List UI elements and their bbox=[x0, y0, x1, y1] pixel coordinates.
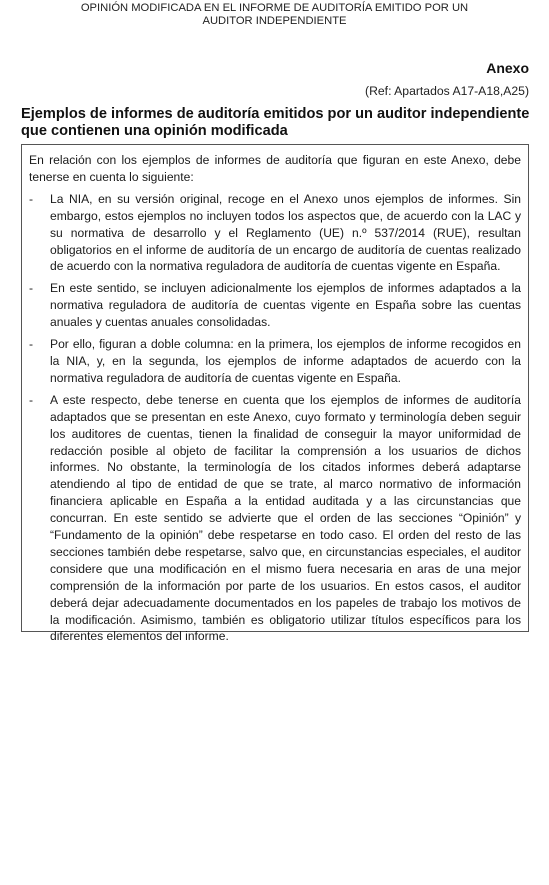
note-bullet: - bbox=[29, 191, 34, 206]
note-text: Por ello, figuran a doble columna: en la primera, los ejemplos de informe recogidos en la NIA, y, en la segunda, los ejemplos de informe adaptados de acuerdo con la normativa reguladora de auditoría de cuentas vigente en España. bbox=[50, 337, 521, 385]
note-bullet: - bbox=[29, 281, 34, 296]
note-text: En este sentido, se incluyen adicionalmente los ejemplos de informes adaptados a la normativa reguladora de auditoría de cuentas vigente en España sobre las cuentas anuales y cuentas anuales consolidadas. bbox=[50, 281, 521, 330]
note-text: A este respecto, debe tenerse en cuenta que los ejemplos de informes de auditoría adaptados que se presentan en este Anexo, cuyo formato y terminología deben seguir los auditores de cuentas, tienen la finalidad de conseguir la mayor uniformidad de redacción posible al objeto de facilitar la comprensión a los usuarios de dichos informes. No obstante, la terminología de los citados informes deberá adaptarse atendiendo al tipo de entidad de que se trate, al marco normativo de información financiera aplicable en España a la entidad auditada y a las circunstancias que concurran. En este sentido se advierte que el orden de las secciones “Opinión” y “Fundamento de la opinión” debe respetarse en todo caso. El orden del resto de las secciones también debe respetarse, salvo que, en circunstancias especiales, el auditor considere que una modificación en el mismo fuera necesaria en aras de una mejor comprensión de la información por parte de los usuarios. En estos casos, el auditor deberá dejar adecuadamente documentados en los papeles de trabajo los motivos de la modificación. Asimismo, también es obligatorio utilizar títulos específicos para los diferentes elementos del informe. bbox=[50, 392, 521, 644]
running-header-line-2: AUDITOR INDEPENDIENTE bbox=[202, 14, 347, 27]
note-item bbox=[29, 336, 521, 387]
note-item bbox=[29, 280, 521, 331]
note-bullet: - bbox=[29, 392, 34, 407]
notes-list bbox=[29, 191, 521, 646]
annex-label: Anexo bbox=[486, 60, 529, 76]
running-header-line-1: OPINIÓN MODIFICADA EN EL INFORME DE AUDITORÍA EMITIDO POR UN bbox=[80, 2, 469, 14]
notes-intro: En relación con los ejemplos de informes de auditoría que figuran en este Anexo, debe tenerse en cuenta lo siguiente: bbox=[29, 153, 521, 184]
notes-box bbox=[21, 144, 529, 644]
note-item bbox=[29, 191, 521, 276]
document-title: Ejemplos de informes de auditoría emitidos por un auditor independiente que contienen una opinión modificada bbox=[21, 106, 530, 139]
note-bullet: - bbox=[29, 337, 34, 352]
annex-reference: (Ref: Apartados A17-A18,A25) bbox=[365, 84, 529, 98]
running-header bbox=[0, 2, 549, 27]
note-text: La NIA, en su versión original, recoge en el Anexo unos ejemplos de informes. Sin embargo, estos ejemplos no incluyen todos los aspectos que, de acuerdo con la LAC y su normativa de desarrollo y el Reglamento (UE) n.º 537/2014 (RUE), resultan obligatorios en el informe de auditoría de un encargo de auditoría de cuentas realizado de acuerdo con la normativa reguladora de auditoría de cuentas vigente en España. bbox=[50, 191, 521, 274]
note-item bbox=[29, 392, 521, 646]
